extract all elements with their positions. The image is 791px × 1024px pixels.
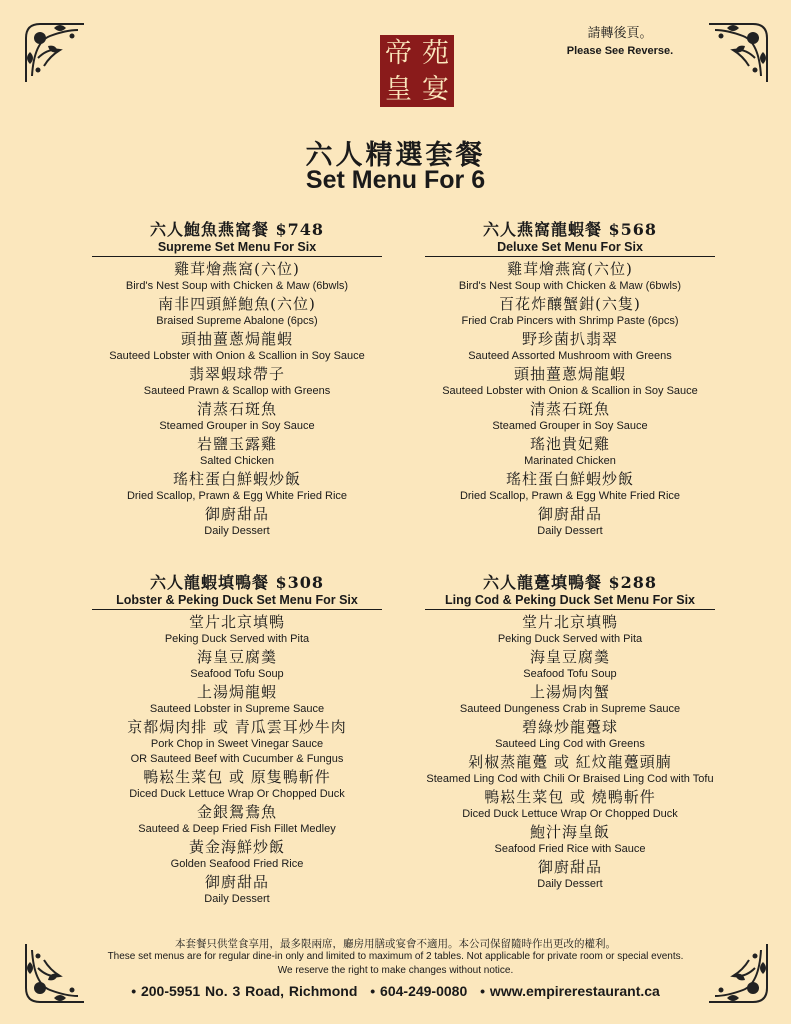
dish-zh: 岩鹽玉露雞 xyxy=(196,435,277,453)
dish-en: Peking Duck Served with Pita xyxy=(164,633,310,645)
dish-en: Dried Scallop, Prawn & Egg White Fried Rice xyxy=(126,490,348,502)
logo-char: 皇 xyxy=(385,73,412,105)
menu-title-en: Ling Cod & Peking Duck Set Menu For Six xyxy=(425,593,715,610)
dish-zh: 海皇豆腐羹 xyxy=(196,648,277,666)
menu-deluxe xyxy=(425,219,715,539)
dish-zh: 上湯焗龍蝦 xyxy=(196,683,277,701)
dish-en: Seafood Tofu Soup xyxy=(190,668,284,680)
dish-en: Seafood Tofu Soup xyxy=(523,668,617,680)
menu-item xyxy=(425,788,715,822)
corner-ornament-top-right xyxy=(703,18,773,88)
dish-en: Steamed Grouper in Soy Sauce xyxy=(492,420,648,432)
dish-en: Bird's Nest Soup with Chicken & Maw (6bwls) xyxy=(458,280,682,292)
dish-zh: 剁椒蒸龍躉 或 紅炆龍躉頭腩 xyxy=(468,753,672,771)
dish-en: Daily Dessert xyxy=(537,878,603,890)
menu-title-en: Deluxe Set Menu For Six xyxy=(425,240,715,257)
dish-en: Sauteed Lobster with Onion & Scallion in Soy Sauce xyxy=(442,385,698,397)
menu-title-zh: 六人燕窩龍蝦餐 $568 xyxy=(482,220,658,239)
corner-ornament-top-left xyxy=(20,18,90,88)
menu-item xyxy=(425,435,715,469)
menu-item xyxy=(425,753,715,787)
dish-zh: 京都焗肉排 或 青瓜雲耳炒牛肉 xyxy=(127,718,347,736)
dish-zh: 瑤柱蛋白鮮蝦炒飯 xyxy=(172,470,301,488)
dish-en: Braised Supreme Abalone (6pcs) xyxy=(156,315,318,327)
menu-title-en: Lobster & Peking Duck Set Menu For Six xyxy=(92,593,382,610)
dish-zh: 頭抽薑蔥焗龍蝦 xyxy=(513,365,626,383)
dish-en: Sauteed Assorted Mushroom with Greens xyxy=(468,350,672,362)
dish-en: Steamed Grouper in Soy Sauce xyxy=(159,420,315,432)
dish-en: Sauteed Prawn & Scallop with Greens xyxy=(143,385,331,397)
dish-zh: 御廚甜品 xyxy=(537,858,602,876)
dish-en: Sauteed Lobster in Supreme Sauce xyxy=(149,703,325,715)
menu-item xyxy=(92,400,382,434)
address-text: • 200-5951 No. 3 Road, Richmond xyxy=(131,983,358,999)
dish-zh: 雞茸燴燕窩(六位) xyxy=(507,260,633,278)
dish-en: Sauteed & Deep Fried Fish Fillet Medley xyxy=(138,823,336,835)
menu-item xyxy=(425,718,715,752)
menu-item xyxy=(92,648,382,682)
menu-item xyxy=(92,470,382,504)
dish-zh: 翡翠蝦球帶子 xyxy=(188,365,285,383)
dish-zh: 鴨崧生菜包 或 原隻鴨斬件 xyxy=(143,768,331,786)
menu-item xyxy=(92,330,382,364)
menu-title-en: Supreme Set Menu For Six xyxy=(92,240,382,257)
menu-item xyxy=(425,400,715,434)
menu-item xyxy=(425,260,715,294)
dish-en: Sauteed Dungeness Crab in Supreme Sauce xyxy=(459,703,681,715)
menu-item xyxy=(425,365,715,399)
dish-en-alt: OR Sauteed Beef with Cucumber & Fungus xyxy=(130,753,344,765)
dish-en: Golden Seafood Fried Rice xyxy=(170,858,304,870)
contact-line xyxy=(0,983,791,999)
disclaimer-zh: 本套餐只供堂食享用，最多限兩席，廳房用膳或宴會不適用。本公司保留隨時作出更改的權利。 xyxy=(175,938,616,950)
menu-ling-cod-peking-duck xyxy=(425,572,715,892)
see-reverse-zh: 請轉後頁。 xyxy=(587,26,653,41)
menu-title-zh: 六人龍蝦填鴨餐 $308 xyxy=(149,573,325,592)
menu-item xyxy=(92,718,382,767)
menu-item xyxy=(425,330,715,364)
phone-text[interactable]: • 604-249-0080 xyxy=(370,983,468,999)
menu-item xyxy=(425,823,715,857)
menu-item xyxy=(425,295,715,329)
dish-zh: 野珍菌扒翡翠 xyxy=(521,330,618,348)
dish-zh: 堂片北京填鴨 xyxy=(521,613,618,631)
menu-supreme xyxy=(92,219,382,539)
menu-item xyxy=(425,505,715,539)
dish-zh: 堂片北京填鴨 xyxy=(188,613,285,631)
menu-item xyxy=(425,648,715,682)
dish-zh: 南非四頭鮮鮑魚(六位) xyxy=(158,295,316,313)
dish-zh: 瑤池貴妃雞 xyxy=(529,435,610,453)
dish-zh: 黃金海鮮炒飯 xyxy=(188,838,285,856)
logo-char: 宴 xyxy=(422,73,449,105)
dish-en: Salted Chicken xyxy=(200,455,274,467)
menu-title-zh: 六人鮑魚燕窩餐 $748 xyxy=(149,220,325,239)
dish-en: Fried Crab Pincers with Shrimp Paste (6pcs) xyxy=(461,315,679,327)
dish-zh: 金銀鴛鴦魚 xyxy=(196,803,277,821)
dish-en: Diced Duck Lettuce Wrap Or Chopped Duck xyxy=(129,788,345,800)
dish-en: Diced Duck Lettuce Wrap Or Chopped Duck xyxy=(462,808,678,820)
dish-en: Dried Scallop, Prawn & Egg White Fried Rice xyxy=(459,490,681,502)
dish-zh: 御廚甜品 xyxy=(204,873,269,891)
see-reverse-en: Please See Reverse. xyxy=(566,45,674,57)
dish-zh: 海皇豆腐羹 xyxy=(529,648,610,666)
menu-item xyxy=(92,435,382,469)
dish-en: Pork Chop in Sweet Vinegar Sauce xyxy=(150,738,324,750)
restaurant-logo xyxy=(380,35,454,107)
dish-en: Seafood Fried Rice with Sauce xyxy=(494,843,646,855)
page-title-en: Set Menu For 6 xyxy=(305,166,486,194)
see-reverse-note xyxy=(560,22,680,57)
menu-lobster-peking-duck xyxy=(92,572,382,907)
dish-zh: 上湯焗肉蟹 xyxy=(529,683,610,701)
dish-zh: 百花炸釀蟹鉗(六隻) xyxy=(499,295,641,313)
menu-item xyxy=(92,768,382,802)
menu-item xyxy=(92,803,382,837)
menu-item xyxy=(92,505,382,539)
menu-item xyxy=(92,838,382,872)
disclaimer-en-notice: We reserve the right to make changes without notice. xyxy=(277,965,514,976)
menu-item xyxy=(92,365,382,399)
dish-en: Marinated Chicken xyxy=(524,455,616,467)
dish-zh: 清蒸石斑魚 xyxy=(196,400,277,418)
menu-item xyxy=(425,470,715,504)
dish-zh: 雞茸燴燕窩(六位) xyxy=(174,260,300,278)
dish-zh: 鴨崧生菜包 或 燒鴨斬件 xyxy=(484,788,656,806)
menu-item xyxy=(92,683,382,717)
menu-title-zh: 六人龍躉填鴨餐 $288 xyxy=(482,573,658,592)
dish-en: Daily Dessert xyxy=(537,525,603,537)
logo-char: 帝 xyxy=(385,37,412,69)
logo-char: 苑 xyxy=(422,37,449,69)
dish-zh: 碧綠炒龍躉球 xyxy=(521,718,618,736)
dish-en: Bird's Nest Soup with Chicken & Maw (6bwls) xyxy=(125,280,349,292)
dish-en: Daily Dessert xyxy=(204,525,270,537)
menu-item xyxy=(92,873,382,907)
menu-item xyxy=(92,613,382,647)
dish-en: Daily Dessert xyxy=(204,893,270,905)
menu-item xyxy=(425,683,715,717)
disclaimer-en: These set menus are for regular dine-in only and limited to maximum of 2 tables. Not applicable for private room or special events. xyxy=(107,951,684,962)
dish-zh: 鮑汁海皇飯 xyxy=(529,823,610,841)
dish-en: Sauteed Ling Cod with Greens xyxy=(495,738,645,750)
dish-zh: 清蒸石斑魚 xyxy=(529,400,610,418)
dish-zh: 御廚甜品 xyxy=(204,505,269,523)
dish-zh: 頭抽薑蔥焗龍蝦 xyxy=(180,330,293,348)
menu-item xyxy=(92,295,382,329)
menu-item xyxy=(425,613,715,647)
website-link[interactable]: • www.empirerestaurant.ca xyxy=(480,983,660,999)
page-title-zh: 六人精選套餐 xyxy=(305,140,486,171)
dish-zh: 御廚甜品 xyxy=(537,505,602,523)
dish-en: Steamed Ling Cod with Chili Or Braised Ling Cod with Tofu xyxy=(426,773,714,785)
dish-zh: 瑤柱蛋白鮮蝦炒飯 xyxy=(505,470,634,488)
dish-en: Sauteed Lobster with Onion & Scallion in Soy Sauce xyxy=(109,350,365,362)
menu-item xyxy=(425,858,715,892)
dish-en: Peking Duck Served with Pita xyxy=(497,633,643,645)
menu-item xyxy=(92,260,382,294)
